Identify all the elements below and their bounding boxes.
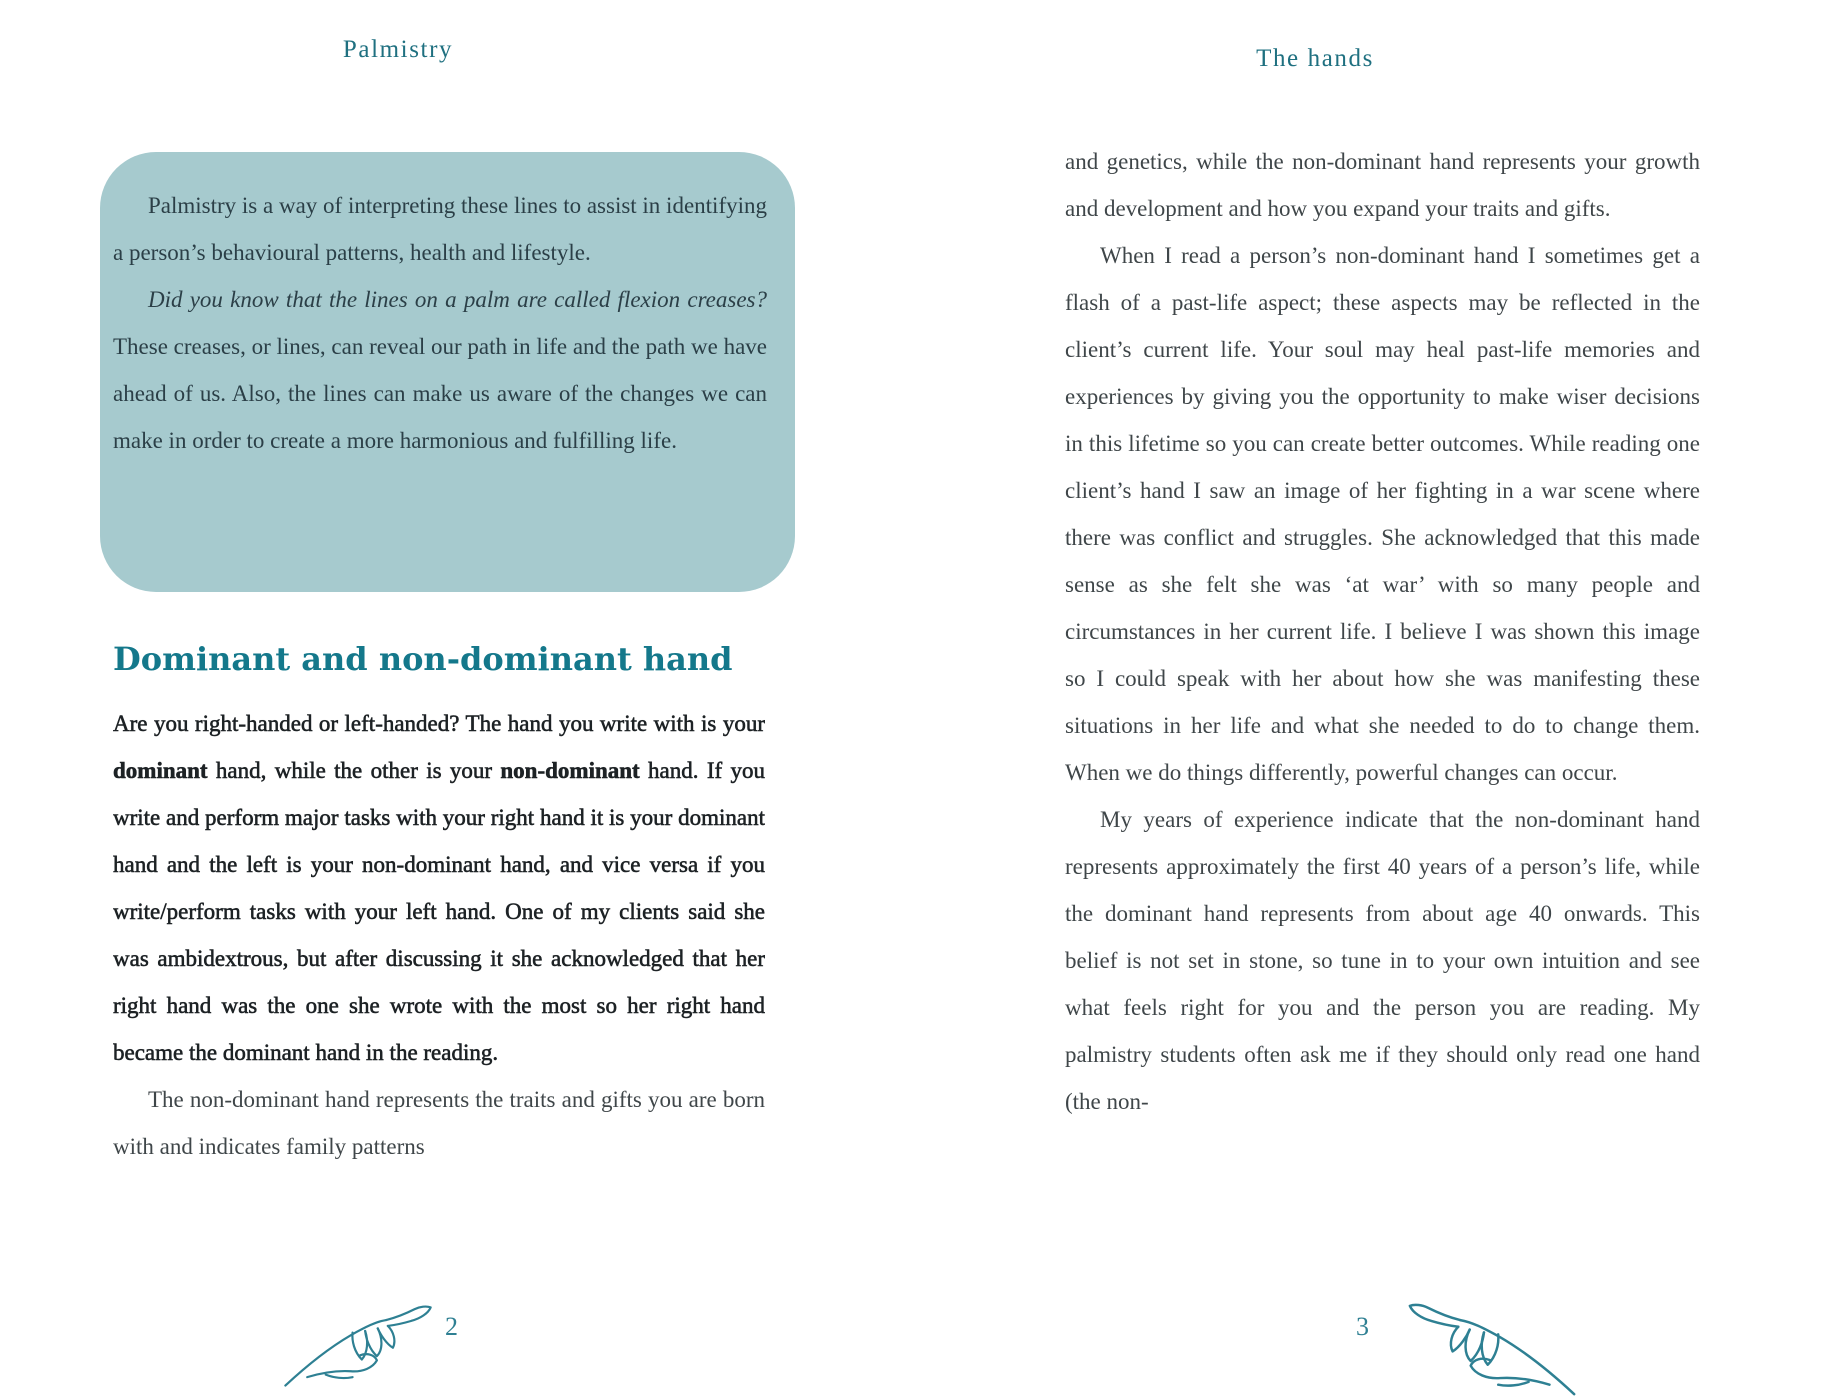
paragraph bbox=[1065, 796, 1700, 1125]
body-text-left bbox=[113, 700, 765, 1275]
text: hand, while the other is your bbox=[207, 758, 501, 783]
bold-text: dominant bbox=[113, 758, 208, 783]
bold-text: non-dominant bbox=[500, 758, 640, 783]
body-text-right bbox=[1065, 138, 1700, 1278]
paragraph bbox=[113, 182, 767, 276]
text: and genetics, while the non-dominant hand represents your growth and development and how you expand your traits and gifts. bbox=[1065, 149, 1700, 221]
hand-illustration-left bbox=[282, 1288, 450, 1389]
section-heading: Dominant and non-dominant hand bbox=[113, 640, 733, 678]
paragraph bbox=[113, 276, 767, 464]
hand-illustration-right bbox=[1388, 1284, 1578, 1398]
text: My years of experience indicate that the non-dominant hand represents approximately the first 40 years of a person’s life, while the dominant hand represents from about age 40 onwards. This belief is not set in stone, so tune in to your own intuition and see what feels right for you and the person you are reading. My palmistry students often ask me if they should only read one hand (the non- bbox=[1065, 807, 1700, 1114]
paragraph bbox=[113, 700, 765, 1076]
paragraph bbox=[1065, 138, 1700, 232]
text: When I read a person’s non-dominant hand I sometimes get a flash of a past-life aspect; these aspects may be reflected in the client’s current life. Your soul may heal past-life memories and experiences by giving you the opportunity to make wiser decisions in this lifetime so you can create better outcomes. While reading one client’s hand I saw an image of her fighting in a war scene where there was conflict and struggles. She acknowledged that this made sense as she felt she was ‘at war’ with so many people and circumstances in her current life. I believe I was shown this image so I could speak with her about how she was manifesting these situations in her life and what she needed to do to change them. When we do things differently, powerful changes can occur. bbox=[1065, 243, 1700, 785]
text: These creases, or lines, can reveal our path in life and the path we have ahead of us. Also, the lines can make us aware of the changes we can make in order to create a more harmonious and fulfilling life. bbox=[113, 334, 767, 453]
running-header-right: The hands bbox=[1256, 45, 1374, 72]
running-header-left: Palmistry bbox=[342, 36, 454, 63]
paragraph bbox=[113, 1076, 765, 1170]
italic-text: Did you know that the lines on a palm are called flexion creases? bbox=[148, 287, 767, 312]
text: Palmistry is a way of interpreting these lines to assist in identifying a person’s behavioural patterns, health and lifestyle. bbox=[113, 193, 767, 265]
paragraph bbox=[1065, 232, 1700, 796]
callout-box bbox=[100, 152, 795, 592]
page-number-right: 3 bbox=[1356, 1312, 1369, 1341]
text: The non-dominant hand represents the traits and gifts you are born with and indicates family patterns bbox=[113, 1087, 765, 1159]
text: hand. If you write and perform major tasks with your right hand it is your dominant hand and the left is your non-dominant hand, and vice versa if you write/perform tasks with your left hand. One of my clients said she was ambidextrous, but after discussing it she acknowledged that her right hand was the one she wrote with the most so her right hand became the dominant hand in the reading. bbox=[113, 758, 765, 1065]
page-number-left: 2 bbox=[445, 1312, 458, 1341]
text: Are you right-handed or left-handed? The hand you write with is your bbox=[113, 711, 765, 736]
